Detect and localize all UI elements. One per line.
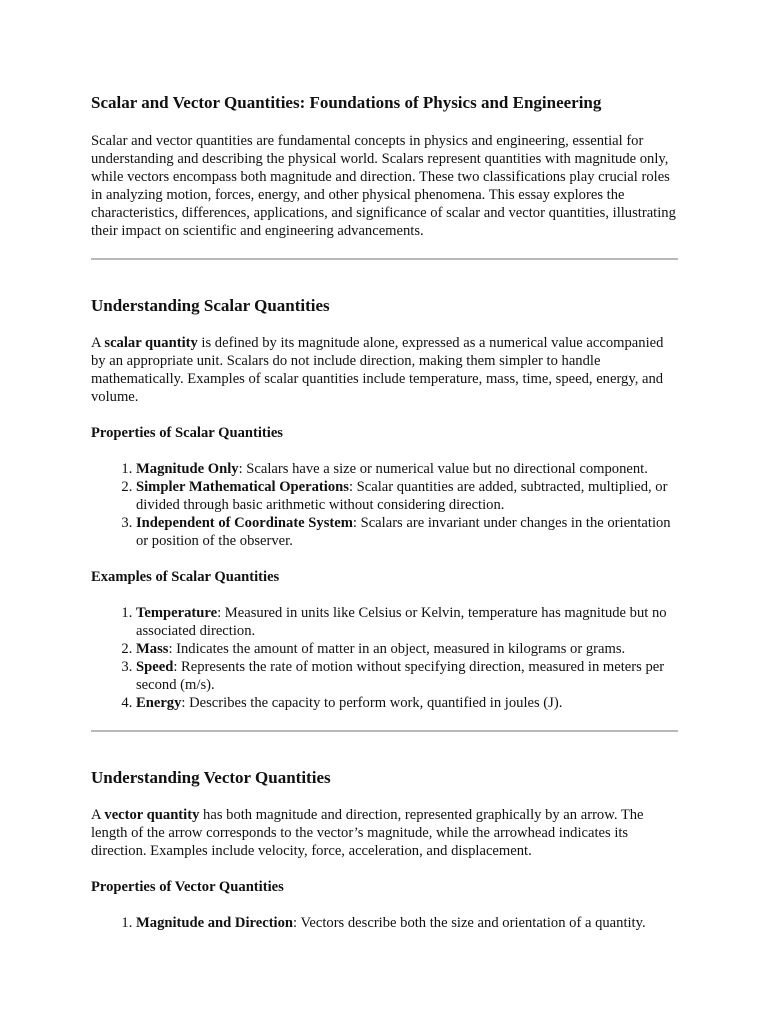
list-item-term: Energy bbox=[136, 695, 182, 711]
list-item bbox=[136, 658, 678, 694]
list-item bbox=[136, 478, 678, 514]
scalar-definition-paragraph bbox=[91, 334, 678, 406]
list-item bbox=[136, 604, 678, 640]
scalar-section-heading: Understanding Scalar Quantities bbox=[91, 296, 330, 315]
vector-term: vector quantity bbox=[104, 807, 200, 823]
list-item bbox=[136, 460, 678, 478]
page-title: Scalar and Vector Quantities: Foundations of Physics and Engineering bbox=[91, 93, 602, 112]
scalar-properties-list bbox=[91, 460, 678, 550]
scalar-examples-list bbox=[91, 604, 678, 712]
list-item bbox=[136, 694, 678, 712]
vector-definition-paragraph bbox=[91, 806, 678, 860]
list-item-term: Temperature bbox=[136, 605, 218, 621]
list-item-text: : Indicates the amount of matter in an object, measured in kilograms or grams. bbox=[168, 641, 626, 657]
scalar-para-rest: is defined by its magnitude alone, expressed as a numerical value accompanied by an appropriate unit. Scalars do not include direction, making them simpler to handle mathematically. Examples of scalar quantities include temperature, mass, time, speed, energy, and volume. bbox=[91, 335, 664, 405]
intro-paragraph: Scalar and vector quantities are fundamental concepts in physics and engineering, essential for understanding and describing the physical world. Scalars represent quantities with magnitude only, while vectors encompass both magnitude and direction. These two classifications play crucial roles in analyzing motion, forces, energy, and other physical phenomena. This essay explores the characteristics, differences, applications, and significance of scalar and vector quantities, illustrating their impact on scientific and engineering advancements. bbox=[91, 133, 676, 239]
section-divider bbox=[91, 730, 678, 732]
list-item-term: Simpler Mathematical Operations bbox=[136, 479, 349, 495]
list-item-text: : Scalar quantities are added, subtracted, multiplied, or divided through basic arithmetic without considering direction. bbox=[136, 479, 668, 513]
list-item-term: Independent of Coordinate System bbox=[136, 515, 353, 531]
list-item bbox=[136, 914, 678, 932]
list-item bbox=[136, 640, 678, 658]
scalar-examples-heading: Examples of Scalar Quantities bbox=[91, 569, 280, 585]
scalar-properties-heading: Properties of Scalar Quantities bbox=[91, 425, 283, 441]
section-divider bbox=[91, 258, 678, 260]
list-item-text: : Vectors describe both the size and orientation of a quantity. bbox=[293, 915, 646, 931]
list-item-term: Mass bbox=[136, 641, 169, 657]
vector-properties-heading: Properties of Vector Quantities bbox=[91, 879, 284, 895]
list-item-text: : Scalars have a size or numerical value but no directional component. bbox=[238, 461, 648, 477]
scalar-para-prefix: A bbox=[91, 335, 105, 351]
list-item-term: Magnitude Only bbox=[136, 461, 239, 477]
vector-para-rest: has both magnitude and direction, represented graphically by an arrow. The length of the arrow corresponds to the vector’s magnitude, while the arrowhead indicates its direction. Examples include velocity, force, acceleration, and displacement. bbox=[91, 807, 644, 859]
list-item-term: Speed bbox=[136, 659, 174, 675]
list-item-text: : Represents the rate of motion without specifying direction, measured in meters per second (m/s). bbox=[136, 659, 665, 693]
list-item-text: : Measured in units like Celsius or Kelvin, temperature has magnitude but no associated direction. bbox=[136, 605, 667, 639]
list-item bbox=[136, 514, 678, 550]
list-item-term: Magnitude and Direction bbox=[136, 915, 294, 931]
vector-para-prefix: A bbox=[91, 807, 105, 823]
list-item-text: : Describes the capacity to perform work, quantified in joules (J). bbox=[181, 695, 563, 711]
list-item-text: : Scalars are invariant under changes in the orientation or position of the observer. bbox=[136, 515, 671, 549]
vector-properties-list bbox=[91, 914, 678, 932]
scalar-term: scalar quantity bbox=[104, 335, 198, 351]
vector-section-heading: Understanding Vector Quantities bbox=[91, 768, 331, 787]
